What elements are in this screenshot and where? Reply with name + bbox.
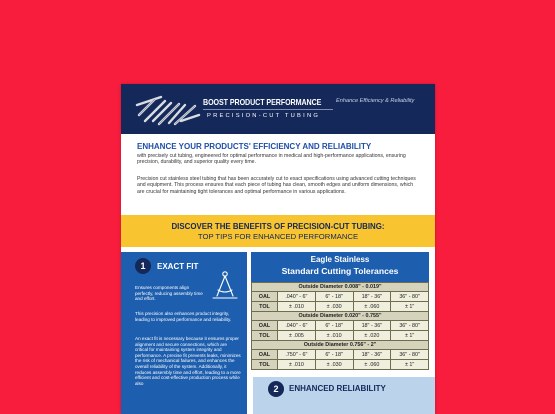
table-cell: 36" - 80": [391, 292, 429, 302]
header-banner: [121, 84, 435, 134]
header-title: BOOST PRODUCT PERFORMANCE: [203, 97, 322, 107]
table-cell: ± .060: [353, 360, 391, 370]
table-cell: ± 1": [391, 302, 429, 312]
table-cell: 6" - 18": [315, 321, 353, 331]
banner-subheading: TOP TIPS FOR ENHANCED PERFORMANCE: [197, 232, 359, 241]
table-cell: ± 1": [391, 360, 429, 370]
table-cell: ± .005: [278, 331, 316, 341]
banner-heading: DISCOVER THE BENEFITS OF PRECISION-CUT TUBING:: [171, 222, 385, 231]
table-cell: ± 1": [391, 331, 429, 341]
table-cell: .040" - 6": [278, 321, 316, 331]
table-cell: 18" - 36": [353, 292, 391, 302]
row-label-tol: TOL: [252, 360, 278, 370]
tubes-logo-icon: [135, 91, 201, 127]
table-cell: ± .030: [315, 302, 353, 312]
table-subtitle: Standard Cutting Tolerances: [281, 266, 399, 276]
row-label-tol: TOL: [252, 331, 278, 341]
table-cell: ± .060: [353, 302, 391, 312]
tip-title: EXACT FIT: [157, 262, 199, 271]
table-cell: 18" - 36": [353, 321, 391, 331]
table-cell: 6" - 18": [315, 350, 353, 360]
row-label-oal: OAL: [252, 350, 278, 360]
brochure-page: [121, 84, 435, 414]
tip-text-2: This precision also enhances product integrity, leading to improved performance and reliability.: [135, 311, 232, 322]
header-subtitle: PRECISION-CUT TUBING: [207, 113, 321, 119]
compass-icon: [211, 270, 239, 300]
table-cell: .040" - 6": [278, 292, 316, 302]
table-cell: ± .020: [353, 331, 391, 341]
section-heading: Outside Diameter 0.020" - 0.755": [252, 312, 429, 321]
table-cell: 36" - 80": [391, 350, 429, 360]
intro-paragraph-2: Precision cut stainless steel tubing that has been accurately cut to exact specifications using advanced cutting techniques and equipment. This process ensures that each piece of tubing has clean, smooth edges and uniform dimensions, which are crucial for maintaining tight tolerances and optimal performance in various applications.: [137, 176, 416, 195]
section-heading: Outside Diameter 0.008" - 0.019": [252, 283, 429, 292]
benefits-banner: [121, 215, 435, 247]
row-label-tol: TOL: [252, 302, 278, 312]
table-cell: ± .030: [315, 360, 353, 370]
tip-title: ENHANCED RELIABILITY: [289, 384, 386, 393]
table-cell: 18" - 36": [353, 350, 391, 360]
tip-number-badge: 2: [268, 381, 284, 397]
table-cell: ± .010: [315, 331, 353, 341]
table-cell: 36" - 80": [391, 321, 429, 331]
tip-text-1: Ensures components align perfectly, reducing assembly time and effort.: [135, 285, 203, 302]
tip-card-exact-fit: [121, 252, 247, 414]
tip-number-badge: 1: [135, 258, 151, 274]
row-label-oal: OAL: [252, 292, 278, 302]
table-cell: ± .010: [278, 360, 316, 370]
tolerance-table: [251, 282, 429, 370]
section-heading: Outside Diameter 0.756" - 2": [252, 341, 429, 350]
table-cell: .750" - 6": [278, 350, 316, 360]
header-tagline: Enhance Efficiency & Reliability: [336, 98, 415, 104]
table-title: Eagle Stainless: [310, 255, 370, 264]
table-cell: 6" - 18": [315, 292, 353, 302]
intro-paragraph-1: with precisely cut tubing, engineered for optimal performance in medical and high-performance applications, ensuring precision, durability, and superior quality every time.: [137, 153, 406, 166]
intro-heading: ENHANCE YOUR PRODUCTS' EFFICIENCY AND RELIABILITY: [137, 142, 372, 151]
tolerance-table-header: [251, 252, 429, 282]
tip-card-enhanced-reliability: [253, 377, 435, 414]
header-divider: [203, 109, 333, 110]
row-label-oal: OAL: [252, 321, 278, 331]
tip-text-3: An exact fit is necessary because it ensures proper alignment and secure connections, which are critical for maintaining system integrity and performance. A precise fit prevents leaks, minimizes the risk of mechanical failures, and enhances the overall reliability of the system. Additionally, it reduces assembly time and effort, leading to a more efficient and cost-effective production process while also: [135, 336, 241, 386]
table-cell: ± .010: [278, 302, 316, 312]
